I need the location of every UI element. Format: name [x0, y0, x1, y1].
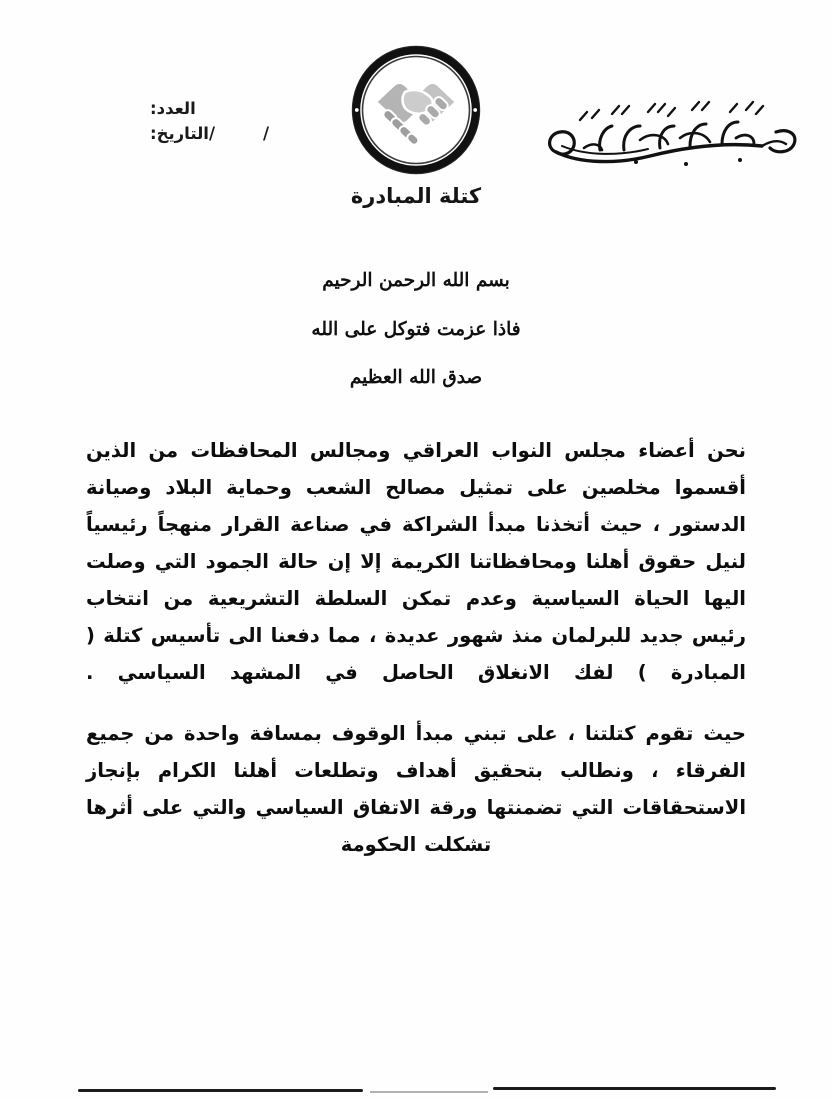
- signature-line-right: [493, 1087, 776, 1090]
- sadaqallah-line: صدق الله العظيم: [349, 367, 483, 388]
- republic-of-iraq-calligraphy-icon: [540, 90, 810, 176]
- basmala-line: بسم الله الرحمن الرحيم: [322, 270, 510, 291]
- body-paragraph-1: نحن أعضاء مجلس النواب العراقي ومجالس المحافظات من الذين أقسموا مخلصين على تمثيل مصالح الشعب وحماية البلاد وصيانة الدستور ، حيث أتخذنا مبدأ الشراكة في صناعة القرار منهجاً رئيسياً لنيل حقوق أهلنا ومحافظاتنا الكريمة إلا إن حالة الجمود التي وصلت اليها الحياة السياسية وعدم تمكن السلطة التشريعية من انتخاب رئيس جديد للبرلمان منذ شهور عديدة ، مما دفعنا الى تأسيس كتلة ( المبادرة ) لفك الانغلاق الحاصل في المشهد السياسي .: [86, 439, 746, 684]
- invocation-block: [0, 272, 832, 388]
- emblem-block: [341, 38, 491, 208]
- letterhead-header: [0, 38, 832, 228]
- reference-number-label: العدد:: [150, 99, 196, 118]
- body-paragraph-2: حيث تقوم كتلتنا ، على تبني مبدأ الوقوف بمسافة واحدة من جميع الفرقاء ، ونطالب بتحقيق أهداف وتطلعات أهلنا الكرام بإنجاز الاستحقاقات التي تضمنتها ورقة الاتفاق السياسي والتي على أثرها تشكلت الحكومة: [86, 722, 746, 856]
- signature-line-middle-faint: [370, 1091, 488, 1093]
- reference-date-row: [150, 121, 310, 146]
- reference-date-label: التاريخ:: [150, 124, 209, 144]
- organization-name: كتلة المبادرة: [350, 184, 482, 208]
- reference-block: [150, 96, 310, 146]
- signature-line-left: [78, 1089, 363, 1092]
- reference-date-value[interactable]: / /: [208, 124, 274, 144]
- body-text: [86, 432, 746, 863]
- reference-number-row: [150, 96, 310, 121]
- handshake-emblem-icon: [350, 44, 482, 176]
- quran-verse-line: فاذا عزمت فتوكل على الله: [311, 318, 521, 340]
